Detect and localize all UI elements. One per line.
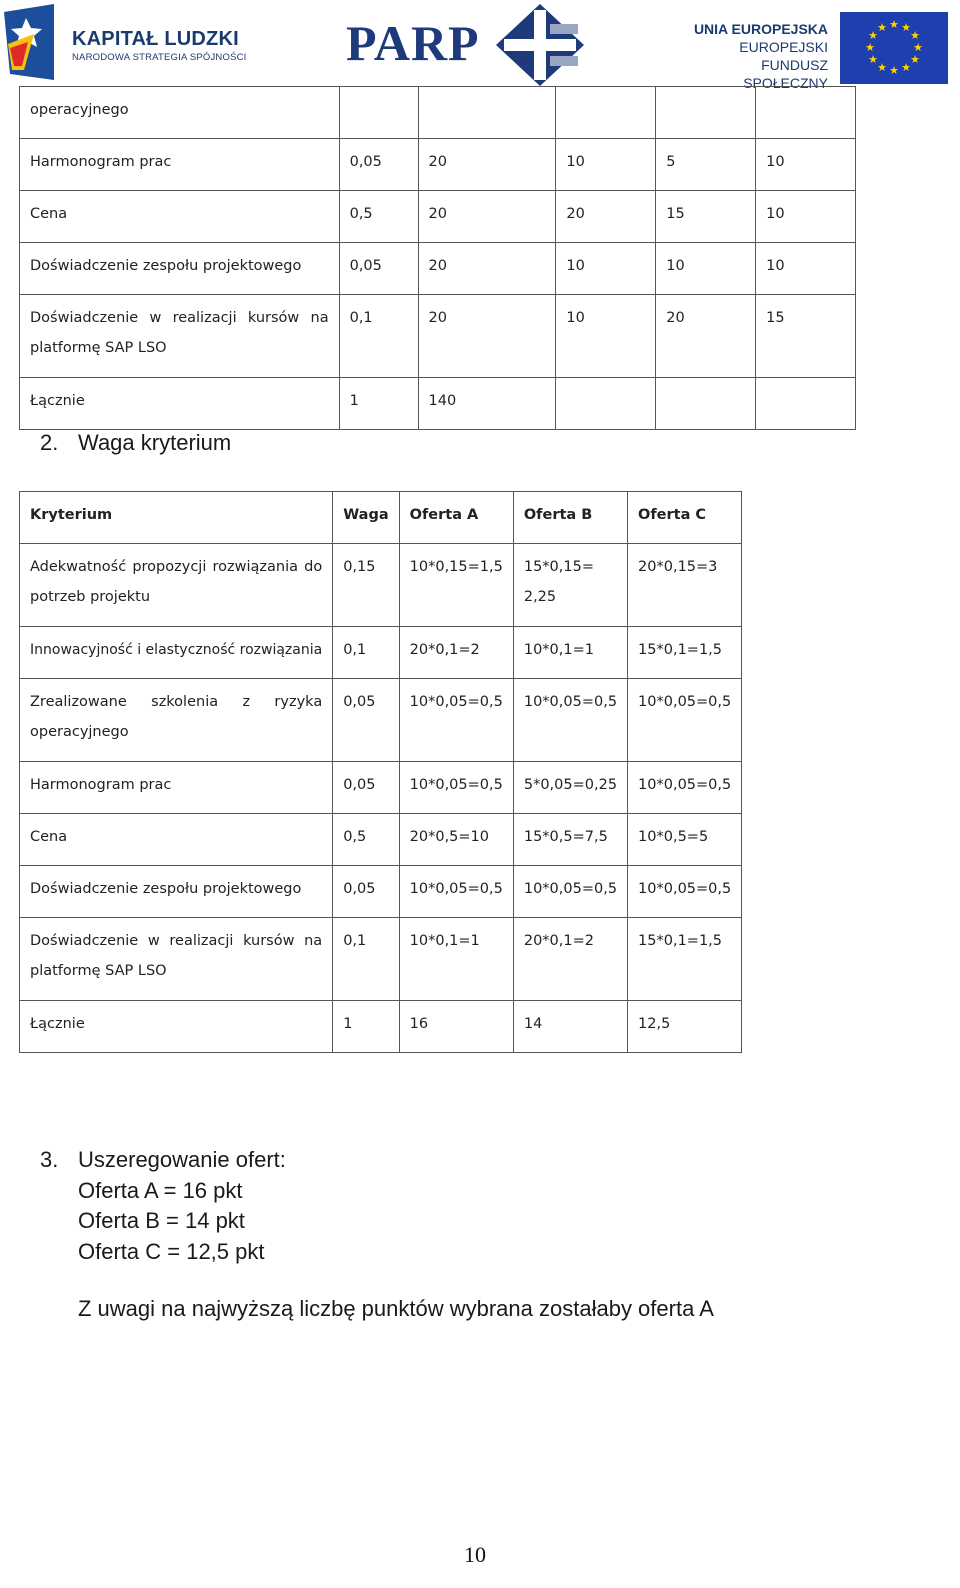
- table-cell: 0,1: [333, 918, 399, 1001]
- kapital-ludzki-text: [72, 28, 247, 63]
- table-cell: 16: [399, 1001, 513, 1053]
- table-cell: Doświadczenie w realizacji kursów na platformę SAP LSO: [20, 295, 340, 378]
- table-row: [20, 918, 742, 1001]
- svg-text:★: ★: [901, 61, 911, 74]
- table-cell: 20: [418, 139, 556, 191]
- table-cell: [556, 378, 656, 430]
- table-cell: 15*0,15= 2,25: [513, 544, 627, 627]
- table-cell: Adekwatność propozycji rozwiązania do potrzeb projektu: [20, 544, 333, 627]
- table-cell: 10*0,15=1,5: [399, 544, 513, 627]
- table-cell: 5*0,05=0,25: [513, 762, 627, 814]
- table-cell: 20: [418, 243, 556, 295]
- svg-text:★: ★: [868, 29, 878, 42]
- table-cell: 10*0,05=0,5: [628, 866, 742, 918]
- table-cell: operacyjnego: [20, 87, 340, 139]
- table-row: [20, 814, 742, 866]
- table-cell: 10*0,1=1: [513, 627, 627, 679]
- table-row: [20, 87, 856, 139]
- table-cell: 1: [339, 378, 418, 430]
- table-row: [20, 191, 856, 243]
- table-cell: 15: [756, 295, 856, 378]
- table-cell: Harmonogram prac: [20, 762, 333, 814]
- table-cell: 20*0,1=2: [399, 627, 513, 679]
- svg-text:★: ★: [877, 61, 887, 74]
- kapital-ludzki-logo-icon: [4, 4, 54, 80]
- section-number: 2.: [40, 430, 59, 455]
- svg-text:★: ★: [913, 41, 923, 54]
- table-cell: [756, 378, 856, 430]
- svg-text:★: ★: [910, 53, 920, 66]
- table-cell: 140: [418, 378, 556, 430]
- table-cell: [756, 87, 856, 139]
- table-row: [20, 544, 742, 627]
- page-number: 10: [464, 1542, 486, 1567]
- table-cell: Cena: [20, 191, 340, 243]
- table-cell: [339, 87, 418, 139]
- kapital-ludzki-title: KAPITAŁ LUDZKI: [72, 28, 239, 50]
- page-header: [0, 0, 960, 91]
- table-cell: 20: [656, 295, 756, 378]
- table-cell: Łącznie: [20, 1001, 333, 1053]
- svg-text:★: ★: [865, 41, 875, 54]
- table-cell: 20*0,5=10: [399, 814, 513, 866]
- svg-text:★: ★: [868, 53, 878, 66]
- table-cell: 1: [333, 1001, 399, 1053]
- ranking-item: Oferta B = 14 pkt: [78, 1208, 245, 1233]
- parp-logo-text: PARP: [346, 15, 480, 71]
- table-cell: 0,05: [333, 866, 399, 918]
- table-cell: 20: [556, 191, 656, 243]
- svg-text:★: ★: [910, 29, 920, 42]
- section-title: Waga kryterium: [78, 430, 232, 455]
- ranking-item: Oferta A = 16 pkt: [78, 1177, 243, 1203]
- svg-text:★: ★: [889, 18, 899, 31]
- table-cell: 0,05: [339, 139, 418, 191]
- table-cell: Łącznie: [20, 378, 340, 430]
- table-cell: 15*0,1=1,5: [628, 627, 742, 679]
- table-row: [20, 762, 742, 814]
- table-cell: 10: [556, 139, 656, 191]
- table-cell: 10: [556, 243, 656, 295]
- table-cell: 0,05: [333, 762, 399, 814]
- table-cell: Doświadczenie zespołu projektowego: [20, 866, 333, 918]
- table-cell: Cena: [20, 814, 333, 866]
- kapital-ludzki-subtitle: NARODOWA STRATEGIA SPÓJNOŚCI: [72, 52, 247, 63]
- ue-line3: FUNDUSZ SPOŁECZNY: [743, 57, 828, 91]
- table-cell: 10*0,05=0,5: [399, 866, 513, 918]
- table-cell: Doświadczenie zespołu projektowego: [20, 243, 340, 295]
- table-cell: 20*0,1=2: [513, 918, 627, 1001]
- table-cell: 15*0,1=1,5: [628, 918, 742, 1001]
- table-cell: 10: [756, 139, 856, 191]
- table-cell: Doświadczenie w realizacji kursów na platformę SAP LSO: [20, 918, 333, 1001]
- table-cell: 10*0,05=0,5: [628, 679, 742, 762]
- column-header: Oferta B: [513, 492, 627, 544]
- table-cell: 10*0,05=0,5: [513, 679, 627, 762]
- table-cell: 0,05: [333, 679, 399, 762]
- svg-text:★: ★: [877, 21, 887, 34]
- table-cell: 0,1: [339, 295, 418, 378]
- svg-text:★: ★: [901, 21, 911, 34]
- table-row: [20, 1001, 742, 1053]
- table-cell: Harmonogram prac: [20, 139, 340, 191]
- table-cell: Zrealizowane szkolenia z ryzyka operacyjnego: [20, 679, 333, 762]
- column-header: Waga: [333, 492, 399, 544]
- table-cell: 10: [656, 243, 756, 295]
- section-title: Uszeregowanie ofert:: [78, 1147, 286, 1172]
- table-row: [20, 627, 742, 679]
- table-cell: [418, 87, 556, 139]
- section-3-heading: [40, 1145, 286, 1176]
- ue-line1: UNIA EUROPEJSKA: [693, 21, 828, 37]
- column-header: Oferta A: [399, 492, 513, 544]
- table-cell: 0,5: [333, 814, 399, 866]
- table-header-row: [20, 492, 742, 544]
- table-row: [20, 139, 856, 191]
- table-cell: 10*0,05=0,5: [628, 762, 742, 814]
- table-cell: 10: [556, 295, 656, 378]
- table-cell: [656, 87, 756, 139]
- table-cell: 15*0,5=7,5: [513, 814, 627, 866]
- table-cell: 10*0,05=0,5: [399, 762, 513, 814]
- table-row: [20, 295, 856, 378]
- ranking-item: Oferta C = 12,5 pkt: [78, 1238, 265, 1264]
- table-cell: 15: [656, 191, 756, 243]
- table-row: [20, 866, 742, 918]
- table-cell: 0,5: [339, 191, 418, 243]
- table-cell: [556, 87, 656, 139]
- ue-line2: EUROPEJSKI: [739, 39, 828, 55]
- table-cell: 5: [656, 139, 756, 191]
- section-3: [40, 1145, 286, 1267]
- section-2-heading: [40, 430, 231, 456]
- table-cell: 14: [513, 1001, 627, 1053]
- table-cell: 10*0,05=0,5: [399, 679, 513, 762]
- table-cell: 0,1: [333, 627, 399, 679]
- table-row: [20, 378, 856, 430]
- ue-efs-text: [678, 20, 828, 92]
- weighted-scores-table: [19, 491, 742, 1053]
- table-cell: 10*0,1=1: [399, 918, 513, 1001]
- table-cell: 10*0,05=0,5: [513, 866, 627, 918]
- table-cell: 20: [418, 295, 556, 378]
- table-cell: [656, 378, 756, 430]
- section-number: 3.: [40, 1147, 59, 1172]
- column-header: Oferta C: [628, 492, 742, 544]
- table-cell: 10: [756, 243, 856, 295]
- table-cell: 20: [418, 191, 556, 243]
- column-header: Kryterium: [20, 492, 333, 544]
- table-cell: Innowacyjność i elastyczność rozwiązania: [20, 627, 333, 679]
- conclusion-text: Z uwagi na najwyższą liczbę punktów wybrana zostałaby oferta A: [78, 1296, 714, 1321]
- points-table-continued: [19, 86, 856, 430]
- table-cell: 20*0,15=3: [628, 544, 742, 627]
- table-cell: 10*0,5=5: [628, 814, 742, 866]
- table-cell: 0,05: [339, 243, 418, 295]
- table-row: [20, 243, 856, 295]
- table-row: [20, 679, 742, 762]
- svg-text:★: ★: [889, 64, 899, 77]
- table-cell: 0,15: [333, 544, 399, 627]
- parp-logo-icon: [496, 4, 584, 86]
- table-cell: 12,5: [628, 1001, 742, 1053]
- table-cell: 10: [756, 191, 856, 243]
- eu-flag-icon: [840, 12, 948, 84]
